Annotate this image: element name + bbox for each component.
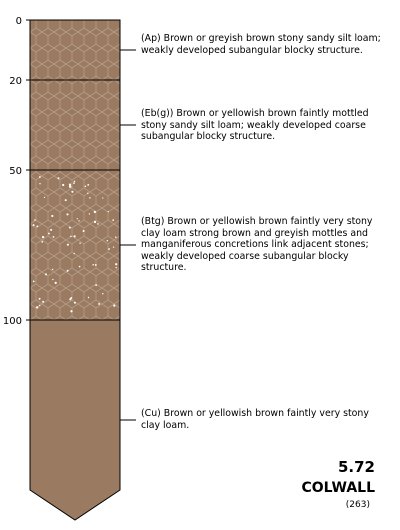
concretion-dot bbox=[39, 305, 40, 306]
concretion-dot bbox=[39, 298, 41, 300]
soil-series-code: (263) bbox=[345, 500, 370, 510]
concretion-dot bbox=[52, 269, 53, 270]
depth-label-0: 0 bbox=[15, 16, 22, 27]
concretion-dot bbox=[42, 236, 44, 238]
concretion-dot bbox=[74, 235, 76, 237]
concretion-dot bbox=[70, 310, 72, 312]
concretion-dot bbox=[108, 248, 110, 250]
concretion-dot bbox=[115, 237, 116, 238]
concretion-dot bbox=[41, 241, 43, 243]
horizon-description-btg: (Btg) Brown or yellowish brown faintly very stony clay loam strong brown and greyish mottles and manganiferous concretions link adjacent stones; weakly developed coarse subangular blocky structure. bbox=[141, 216, 373, 273]
concretion-dot bbox=[66, 213, 68, 215]
horizon-description-cu: (Cu) Brown or yellowish brown faintly very stony clay loam. bbox=[141, 408, 369, 431]
concretion-dot bbox=[108, 211, 109, 212]
concretion-dot bbox=[45, 273, 47, 275]
depth-label-50: 50 bbox=[9, 166, 22, 177]
horizon-description-eb: (Eb(g)) Brown or yellowish brown faintly mottled stony sandy silt loam; weakly developed coarse subangular blocky structure. bbox=[141, 108, 369, 142]
concretion-dot bbox=[58, 177, 60, 179]
concretion-dot bbox=[94, 211, 96, 213]
concretion-dot bbox=[50, 229, 52, 231]
horizon-btg-band bbox=[30, 170, 120, 320]
concretion-dot bbox=[107, 240, 108, 241]
concretion-dot bbox=[74, 181, 76, 183]
concretion-dot bbox=[113, 304, 115, 306]
concretion-dot bbox=[102, 293, 103, 294]
horizon-eb-band bbox=[30, 80, 120, 170]
soil-series-number: 5.72 bbox=[337, 458, 375, 476]
concretion-dot bbox=[42, 301, 44, 303]
soil-series-name: COLWALL bbox=[301, 480, 375, 496]
concretion-dot bbox=[89, 213, 90, 214]
concretion-dot bbox=[55, 282, 57, 284]
concretion-dot bbox=[78, 220, 79, 221]
horizon-description-ap: (Ap) Brown or greyish brown stony sandy silt loam; weakly developed subangular blocky structure. bbox=[141, 33, 381, 56]
concretion-dot bbox=[98, 303, 100, 305]
concretion-dot bbox=[53, 236, 55, 238]
concretion-dot bbox=[36, 226, 38, 228]
concretion-dot bbox=[73, 182, 75, 184]
concretion-dot bbox=[79, 242, 80, 243]
concretion-dot bbox=[39, 183, 40, 184]
depth-label-100: 100 bbox=[2, 316, 22, 327]
concretion-dot bbox=[113, 246, 114, 247]
concretion-dot bbox=[70, 236, 72, 238]
concretion-dot bbox=[74, 253, 75, 254]
concretion-dot bbox=[112, 219, 114, 221]
concretion-dot bbox=[116, 267, 117, 268]
horizon-ap-band bbox=[30, 20, 120, 80]
concretion-dot bbox=[97, 223, 99, 225]
concretion-dot bbox=[74, 302, 76, 304]
concretion-dot bbox=[67, 244, 69, 246]
concretion-dot bbox=[102, 197, 103, 198]
concretion-dot bbox=[69, 298, 71, 300]
concretion-dot bbox=[95, 284, 97, 286]
concretion-dot bbox=[95, 264, 97, 266]
concretion-dot bbox=[83, 230, 85, 232]
concretion-dot bbox=[92, 264, 94, 266]
concretion-dot bbox=[87, 184, 89, 186]
concretion-dot bbox=[62, 184, 64, 186]
concretion-dot bbox=[65, 199, 67, 201]
concretion-dot bbox=[33, 224, 35, 226]
concretion-dot bbox=[51, 215, 53, 217]
concretion-dot bbox=[33, 281, 35, 283]
concretion-dot bbox=[69, 227, 71, 229]
concretion-dot bbox=[34, 219, 36, 221]
concretion-dot bbox=[85, 185, 87, 187]
concretion-dot bbox=[69, 184, 71, 186]
concretion-dot bbox=[88, 297, 89, 298]
concretion-dot bbox=[48, 233, 50, 235]
concretion-dot bbox=[71, 191, 73, 193]
concretion-dot bbox=[89, 197, 90, 198]
concretion-dot bbox=[94, 221, 96, 223]
concretion-dot bbox=[44, 197, 45, 198]
concretion-dot bbox=[36, 306, 38, 308]
concretion-dot bbox=[77, 218, 78, 219]
concretion-dot bbox=[87, 193, 88, 194]
depth-label-20: 20 bbox=[9, 76, 22, 87]
concretion-dot bbox=[67, 270, 69, 272]
concretion-dot bbox=[39, 176, 41, 178]
concretion-dot bbox=[52, 279, 53, 280]
concretion-dot bbox=[79, 266, 81, 268]
concretion-dot bbox=[115, 263, 117, 265]
